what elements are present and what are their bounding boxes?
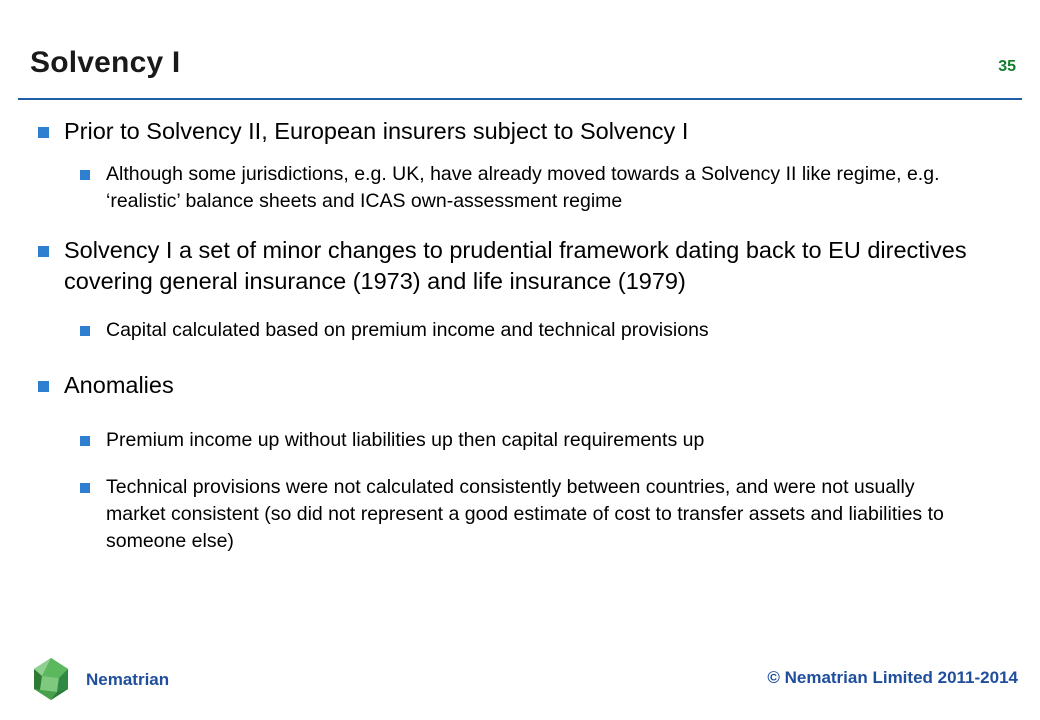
list-item-text: Although some jurisdictions, e.g. UK, have already moved towards a Solvency II like regime, e.g. ‘realistic’ balance sheets and ICAS own-assessment regime	[106, 163, 940, 212]
brand-name: Nematrian	[86, 670, 170, 689]
list-item-text: Prior to Solvency II, European insurers subject to Solvency I	[64, 118, 689, 144]
page-title: Solvency I	[30, 46, 181, 79]
list-item-text: Technical provisions were not calculated consistently between countries, and were not usually market consistent (so did not represent a good estimate of cost to transfer assets and liabilities to someone else)	[106, 476, 944, 552]
spacer	[0, 348, 1040, 370]
slide-header	[0, 46, 1040, 102]
nematrian-polyhedron-logo-icon	[28, 656, 74, 702]
list-item-text: Premium income up without liabilities up then capital requirements up	[106, 429, 705, 451]
spacer	[0, 301, 1040, 317]
list-item	[0, 474, 1040, 555]
list-item-text: Capital calculated based on premium income and technical provisions	[106, 319, 709, 341]
slide-body	[0, 116, 1040, 559]
bullet-marker-icon	[38, 381, 49, 392]
list-item	[0, 116, 1040, 147]
bullet-marker-icon	[80, 436, 90, 446]
list-item	[0, 370, 1040, 401]
slide-number: 35	[998, 58, 1016, 75]
list-item	[0, 161, 1040, 215]
spacer	[0, 405, 1040, 427]
list-item	[0, 317, 1040, 344]
list-item-text: Anomalies	[64, 372, 174, 398]
bullet-marker-icon	[38, 246, 49, 257]
list-item	[0, 235, 1040, 297]
header-divider	[18, 98, 1022, 100]
copyright-text: © Nematrian Limited 2011-2014	[767, 668, 1018, 687]
bullet-marker-icon	[80, 326, 90, 336]
spacer	[0, 151, 1040, 161]
list-item-text: Solvency I a set of minor changes to prudential framework dating back to EU directives covering general insurance (1973) and life insurance (1979)	[64, 237, 967, 294]
slide-footer	[0, 642, 1040, 720]
spacer	[0, 458, 1040, 474]
bullet-marker-icon	[38, 127, 49, 138]
spacer	[0, 219, 1040, 235]
bullet-marker-icon	[80, 483, 90, 493]
bullet-marker-icon	[80, 170, 90, 180]
list-item	[0, 427, 1040, 454]
